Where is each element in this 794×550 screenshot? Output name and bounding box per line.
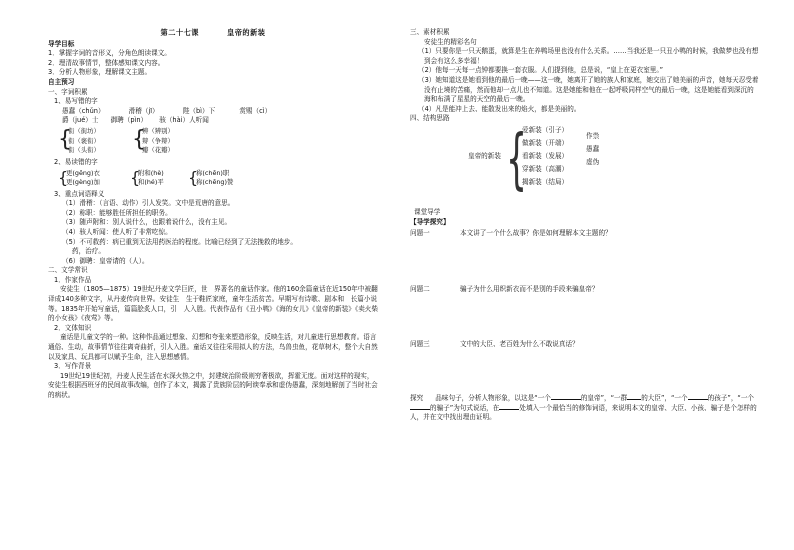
lesson-name: 皇帝的新装 bbox=[227, 28, 266, 37]
quote-item: （1）只要你是一只天鹅蛋，就算是生在养鸭场里也没有什么关系。……当我还是一只丑小鸭的时候，我做梦也没有想到会有这么多幸福！ bbox=[418, 47, 759, 65]
pinyin-item: 骇（hài）人听闻 bbox=[159, 116, 209, 125]
char-item: 称(chēng)赞 bbox=[196, 178, 234, 187]
question-label: 问题一 bbox=[410, 229, 430, 238]
subsection-background: 3．写作背景 bbox=[54, 362, 92, 371]
structure-item: 做新装（开端） bbox=[522, 138, 569, 147]
pinyin-row-2 bbox=[48, 116, 378, 126]
brace-icon: { bbox=[188, 167, 199, 187]
explore-label: 探究 bbox=[410, 393, 424, 402]
section-structure: 四、结构思路 bbox=[410, 114, 450, 123]
answer-space[interactable] bbox=[410, 294, 760, 338]
char-item: 附和(hè) bbox=[138, 168, 164, 177]
structure-tag: 愚蠢 bbox=[586, 144, 600, 153]
pinyin-item: 滑稽（jī） bbox=[128, 106, 159, 115]
section-materials: 三、素材积累 bbox=[410, 28, 450, 36]
subsection-author: 1．作家作品 bbox=[54, 275, 92, 284]
section-vocab: 一、字词积累 bbox=[48, 87, 88, 96]
fill-blank[interactable] bbox=[410, 409, 430, 410]
question-text: 文中的大臣、老百姓为什么不敢说真话？ bbox=[460, 340, 579, 349]
char-item: 衔（褒衔） bbox=[68, 136, 100, 145]
char-item: 称(chēn)职 bbox=[196, 168, 230, 177]
explore-text: 的孩子”，“一个 bbox=[707, 393, 755, 402]
fill-blank[interactable] bbox=[688, 399, 708, 400]
char-item: 辩（争辩） bbox=[142, 136, 174, 145]
char-item: 瓣（花瓣） bbox=[142, 146, 174, 155]
char-item: 更(gèng)加 bbox=[66, 178, 100, 187]
question-label: 问题二 bbox=[410, 284, 430, 293]
misread-group bbox=[48, 169, 378, 189]
goal-2: 2．理清故事情节，整体感知课文内容。 bbox=[48, 58, 165, 67]
word-meaning: （2）称职：能够胜任所担任的职务。 bbox=[62, 208, 172, 217]
quote-item: （3）她知道这是她看到他的最后一晚——这一晚，她离开了她的族人和家庭，她交出了她美丽的声音，她每天忍受着没有止境的苦痛，然而他却一点儿也不知道。这是她能和他在一起呼吸同样空气的最后一晚，这是她能看到深沉的海和布满了星星的天空的最后一晚。 bbox=[418, 75, 759, 104]
char-item: 衔（街坊） bbox=[68, 126, 100, 135]
pinyin-item: 爵（jué）士 bbox=[62, 116, 99, 125]
fill-blank[interactable] bbox=[499, 409, 519, 410]
brace-icon: { bbox=[506, 119, 527, 197]
author-paragraph: 安徒生（1805—1875）19世纪丹麦文学巨匠，世 界著名的童话作家。他的160余篇童话在近150年中被翻译成140多种文字，从丹麦传向世界。安徒生 生于鞋匠家庭，童年生活贫苦。早期写有诗歌、剧本和 长篇小说等。1835年开始写童话，篇篇脍炙人口，引 人入胜。代表作品有《丑小鸭》《海的女儿》《皇帝的新装》《卖火柴的小女孩》《夜莺》等。 bbox=[48, 285, 378, 323]
word-meaning: （5）不可救药：病已重到无法用药医治的程度。比喻已经到了无法挽救的地步。 bbox=[62, 237, 297, 246]
char-item: 辨（辨别） bbox=[142, 126, 174, 135]
quote-item: （2）他每一天每一点钟都要换一套衣服。人们提到他，总是说，“皇上在更衣室里。” bbox=[418, 66, 664, 75]
char-item: 衔（头衔） bbox=[68, 146, 100, 155]
quote-item: （4）凡是能冲上去、能散发出来的焰火，都是美丽的。 bbox=[418, 104, 581, 113]
similar-chars-group bbox=[48, 127, 378, 157]
structure-item: 揭新装（结局） bbox=[522, 177, 569, 186]
quotes-heading: 安徒生的精彩名句 bbox=[424, 37, 477, 46]
subsection-miswritten: 1、易写错的字 bbox=[54, 97, 98, 106]
char-item: 更(gēng)衣 bbox=[66, 168, 100, 177]
left-column bbox=[48, 28, 378, 401]
question-text: 骗子为什么用织新衣而不是别的手段来骗皇帝？ bbox=[460, 284, 599, 293]
structure-root: 皇帝的新装 bbox=[468, 151, 501, 160]
structure-item: 爱新装（引子） bbox=[522, 125, 569, 134]
goal-3: 3．分析人物形象，理解课文主题。 bbox=[48, 68, 152, 77]
subsection-word-meanings: 3、重点词语释义 bbox=[54, 189, 105, 198]
explore-task bbox=[410, 394, 760, 423]
question-3 bbox=[410, 340, 760, 350]
brace-icon: { bbox=[58, 167, 69, 187]
char-item: 和(hé)平 bbox=[138, 178, 164, 187]
pinyin-item: 赏赐（cì） bbox=[239, 106, 272, 115]
fill-blank[interactable] bbox=[627, 399, 641, 400]
explore-text: 品味句子，分析人物形象，以这是“一个 bbox=[435, 393, 551, 402]
word-meaning: （1）滑稽：（言语、动作）引人发笑。文中是荒唐的意思。 bbox=[62, 199, 235, 208]
structure-tag: 作祟 bbox=[586, 131, 600, 140]
right-column bbox=[410, 28, 760, 423]
explore-text: 的皇帝”，“一群 bbox=[580, 393, 628, 402]
structure-item: 看新装（发展） bbox=[522, 151, 569, 160]
question-label: 问题三 bbox=[410, 340, 430, 349]
word-meaning: （3）随声附和：别人说什么，也跟着说什么，没有主见。 bbox=[62, 218, 232, 227]
answer-space[interactable] bbox=[410, 350, 760, 394]
subsection-genre: 2．文体知识 bbox=[54, 323, 92, 332]
goal-1: 1．掌握字词的音形义，分角色朗读课文。 bbox=[48, 49, 171, 58]
fill-blank[interactable] bbox=[551, 399, 581, 400]
preview-heading: 自主预习 bbox=[48, 77, 75, 86]
subsection-misread: 2、易读错的字 bbox=[54, 157, 98, 166]
explore-text: 处填入一个最恰当的修饰词语，来说明本文的皇帝、大臣、小孩、骗子是个怎样的人，并在文中找出理由证明。 bbox=[410, 403, 757, 422]
pinyin-item: 陛（bì）下 bbox=[182, 106, 216, 115]
word-meaning: （6）御聘：皇帝请的（人）。 bbox=[62, 256, 149, 265]
brace-icon: { bbox=[58, 126, 72, 152]
lesson-number: 第二十七课 bbox=[160, 28, 199, 37]
explore-text: 的骗子”为句式说话，在 bbox=[430, 403, 500, 412]
pinyin-item: 御聘（pìn） bbox=[110, 116, 148, 125]
structure-diagram bbox=[410, 119, 760, 204]
genre-paragraph: 童话是儿童文学的一种。这种作品通过想象、幻想和夸张来塑造形象，反映生活，对儿童进行思想教育。语言通俗、生动，故事情节往往离奇曲折，引人入胜。童话又往往采用拟人的方法，鸟兽虫鱼，花草树木，整个大自然以及家具、玩具都可以赋予生命，注入思想感情。 bbox=[48, 333, 378, 361]
inquiry-heading: 【导学探究】 bbox=[410, 217, 450, 226]
structure-tag: 虚伪 bbox=[586, 157, 600, 166]
lesson-title bbox=[48, 28, 378, 38]
classroom-heading: 课堂导学 bbox=[414, 207, 441, 216]
section-literature: 二、文学常识 bbox=[48, 266, 88, 275]
question-1 bbox=[410, 229, 760, 239]
answer-space[interactable] bbox=[410, 239, 760, 283]
brace-icon: { bbox=[132, 126, 146, 152]
word-meaning: 药，治疗。 bbox=[72, 247, 105, 256]
question-text: 本文讲了一个什么故事？你是如何理解本文主题的？ bbox=[460, 229, 612, 238]
explore-text: 的大臣”，“一个 bbox=[641, 393, 688, 402]
pinyin-item: 愚蠢（chǔn） bbox=[62, 106, 105, 115]
pinyin-row-1 bbox=[48, 107, 378, 117]
goals-heading: 导学目标 bbox=[48, 39, 75, 48]
word-meaning: （4）骇人听闻：使人听了非常吃惊。 bbox=[62, 227, 172, 236]
structure-item: 穿新装（高潮） bbox=[522, 164, 569, 173]
brace-icon: { bbox=[130, 167, 141, 187]
question-2 bbox=[410, 285, 760, 295]
background-paragraph: 19世纪19世纪初，丹麦人民生活在水深火热之中，封建统治阶级则穷奢极欲，挥霍无度。面对这样的现实，安徒生根据西班牙的民间故事改编，创作了本文，揭露了贵族阶层的阿谀奉承和虚伪愚蠢，深刻地解剖了当时社会的病状。 bbox=[48, 371, 378, 399]
